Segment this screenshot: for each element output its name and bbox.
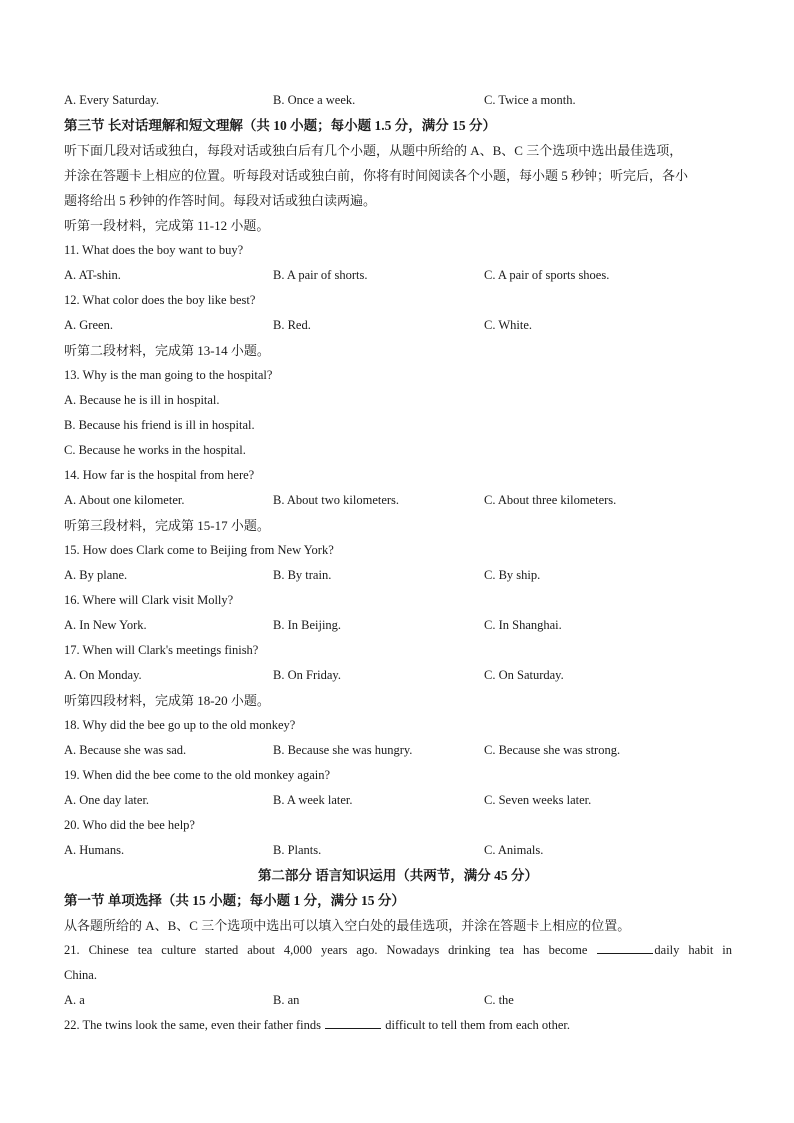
q21-option-a: A. a — [64, 993, 85, 1007]
q21-options — [64, 988, 732, 1013]
section1-instruction: 从各题所给的 A、B、C 三个选项中选出可以填入空白处的最佳选项，并涂在答题卡上相应的位置。 — [64, 918, 631, 933]
q13-stem: 13. Why is the man going to the hospital? — [64, 368, 273, 382]
q10-option-c: C. Twice a month. — [484, 93, 576, 107]
q16-option-a: A. In New York. — [64, 618, 147, 632]
q12-stem: 12. What color does the boy like best? — [64, 293, 256, 307]
q21-answer-blank — [597, 942, 653, 954]
q22-answer-blank — [325, 1017, 381, 1029]
q17-option-a: A. On Monday. — [64, 668, 142, 682]
instructions-line-1: 听下面几段对话或独白，每段对话或独白后有几个小题，从题中所给的 A、B、C 三个选项中选出最佳选项， — [64, 143, 683, 158]
q20-stem: 20. Who did the bee help? — [64, 818, 195, 832]
q19-option-c: C. Seven weeks later. — [484, 793, 592, 807]
q15-option-c: C. By ship. — [484, 568, 541, 582]
q12-option-c: C. White. — [484, 318, 533, 332]
q20-option-a: A. Humans. — [64, 843, 125, 857]
q13-option-a: A. Because he is ill in hospital. — [64, 393, 220, 407]
q17-option-c: C. On Saturday. — [484, 668, 564, 682]
q17-option-b: B. On Friday. — [273, 668, 341, 682]
q12-option-a: A. Green. — [64, 318, 113, 332]
q14-option-b: B. About two kilometers. — [273, 493, 400, 507]
exam-page — [64, 88, 732, 1038]
q21-option-b: B. an — [273, 993, 300, 1007]
q14-option-c: C. About three kilometers. — [484, 493, 617, 507]
q10-option-a: A. Every Saturday. — [64, 93, 159, 107]
q18-options — [64, 738, 732, 763]
material-2-label: 听第二段材料，完成第 13-14 小题。 — [64, 343, 270, 358]
material-4-label: 听第四段材料，完成第 18-20 小题。 — [64, 693, 270, 708]
q18-option-a: A. Because she was sad. — [64, 743, 187, 757]
q12-option-b: B. Red. — [273, 318, 311, 332]
q10-options — [64, 88, 732, 113]
material-3-label: 听第三段材料，完成第 15-17 小题。 — [64, 518, 270, 533]
q15-option-b: B. By train. — [273, 568, 332, 582]
q22-stem — [64, 1013, 732, 1038]
q22-stem-part1: 22. The twins look the same, even their father finds — [64, 1018, 321, 1032]
q17-options — [64, 663, 732, 688]
q19-options — [64, 788, 732, 813]
q19-stem: 19. When did the bee come to the old monkey again? — [64, 768, 331, 782]
q15-stem: 15. How does Clark come to Beijing from New York? — [64, 543, 334, 557]
q11-options — [64, 263, 732, 288]
q15-option-a: A. By plane. — [64, 568, 128, 582]
q21-stem-part1: 21. Chinese tea culture started about 4,000 years ago. Nowadays drinking tea has become — [64, 943, 588, 957]
q18-option-c: C. Because she was strong. — [484, 743, 621, 757]
q11-stem: 11. What does the boy want to buy? — [64, 243, 244, 257]
q16-stem: 16. Where will Clark visit Molly? — [64, 593, 234, 607]
instructions-line-3: 题将给出 5 秒钟的作答时间。每段对话或独白读两遍。 — [64, 193, 377, 208]
q20-option-c: C. Animals. — [484, 843, 544, 857]
q20-option-b: B. Plants. — [273, 843, 322, 857]
q10-option-b: B. Once a week. — [273, 93, 356, 107]
q14-stem: 14. How far is the hospital from here? — [64, 468, 255, 482]
q11-option-a: A. AT-shin. — [64, 268, 121, 282]
q11-option-b: B. A pair of shorts. — [273, 268, 368, 282]
q12-options — [64, 313, 732, 338]
instructions-line-2: 并涂在答题卡上相应的位置。听每段对话或独白前，你将有时间阅读各个小题，每小题 5 秒钟；听完后，各小 — [64, 168, 689, 183]
q14-options — [64, 488, 732, 513]
q11-option-c: C. A pair of sports shoes. — [484, 268, 610, 282]
part2-header: 第二部分 语言知识运用（共两节，满分 45 分） — [257, 868, 539, 883]
q21-option-c: C. the — [484, 993, 514, 1007]
q14-option-a: A. About one kilometer. — [64, 493, 185, 507]
section3-header: 第三节 长对话理解和短文理解（共 10 小题；每小题 1.5 分，满分 15 分） — [64, 118, 496, 133]
q21-stem — [64, 938, 732, 963]
q19-option-b: B. A week later. — [273, 793, 353, 807]
q21-stem-line2: China. — [64, 968, 97, 982]
q16-options — [64, 613, 732, 638]
material-1-label: 听第一段材料，完成第 11-12 小题。 — [64, 218, 270, 233]
q19-option-a: A. One day later. — [64, 793, 150, 807]
q13-option-c: C. Because he works in the hospital. — [64, 443, 246, 457]
q16-option-b: B. In Beijing. — [273, 618, 342, 632]
q20-options — [64, 838, 732, 863]
q21-stem-part2: daily habit in — [654, 943, 733, 957]
q13-option-b: B. Because his friend is ill in hospital. — [64, 418, 255, 432]
section1-header: 第一节 单项选择（共 15 小题；每小题 1 分，满分 15 分） — [64, 893, 405, 908]
q22-stem-part2: difficult to tell them from each other. — [385, 1018, 571, 1032]
q18-option-b: B. Because she was hungry. — [273, 743, 413, 757]
q18-stem: 18. Why did the bee go up to the old monkey? — [64, 718, 296, 732]
q17-stem: 17. When will Clark's meetings finish? — [64, 643, 259, 657]
q15-options — [64, 563, 732, 588]
q16-option-c: C. In Shanghai. — [484, 618, 562, 632]
